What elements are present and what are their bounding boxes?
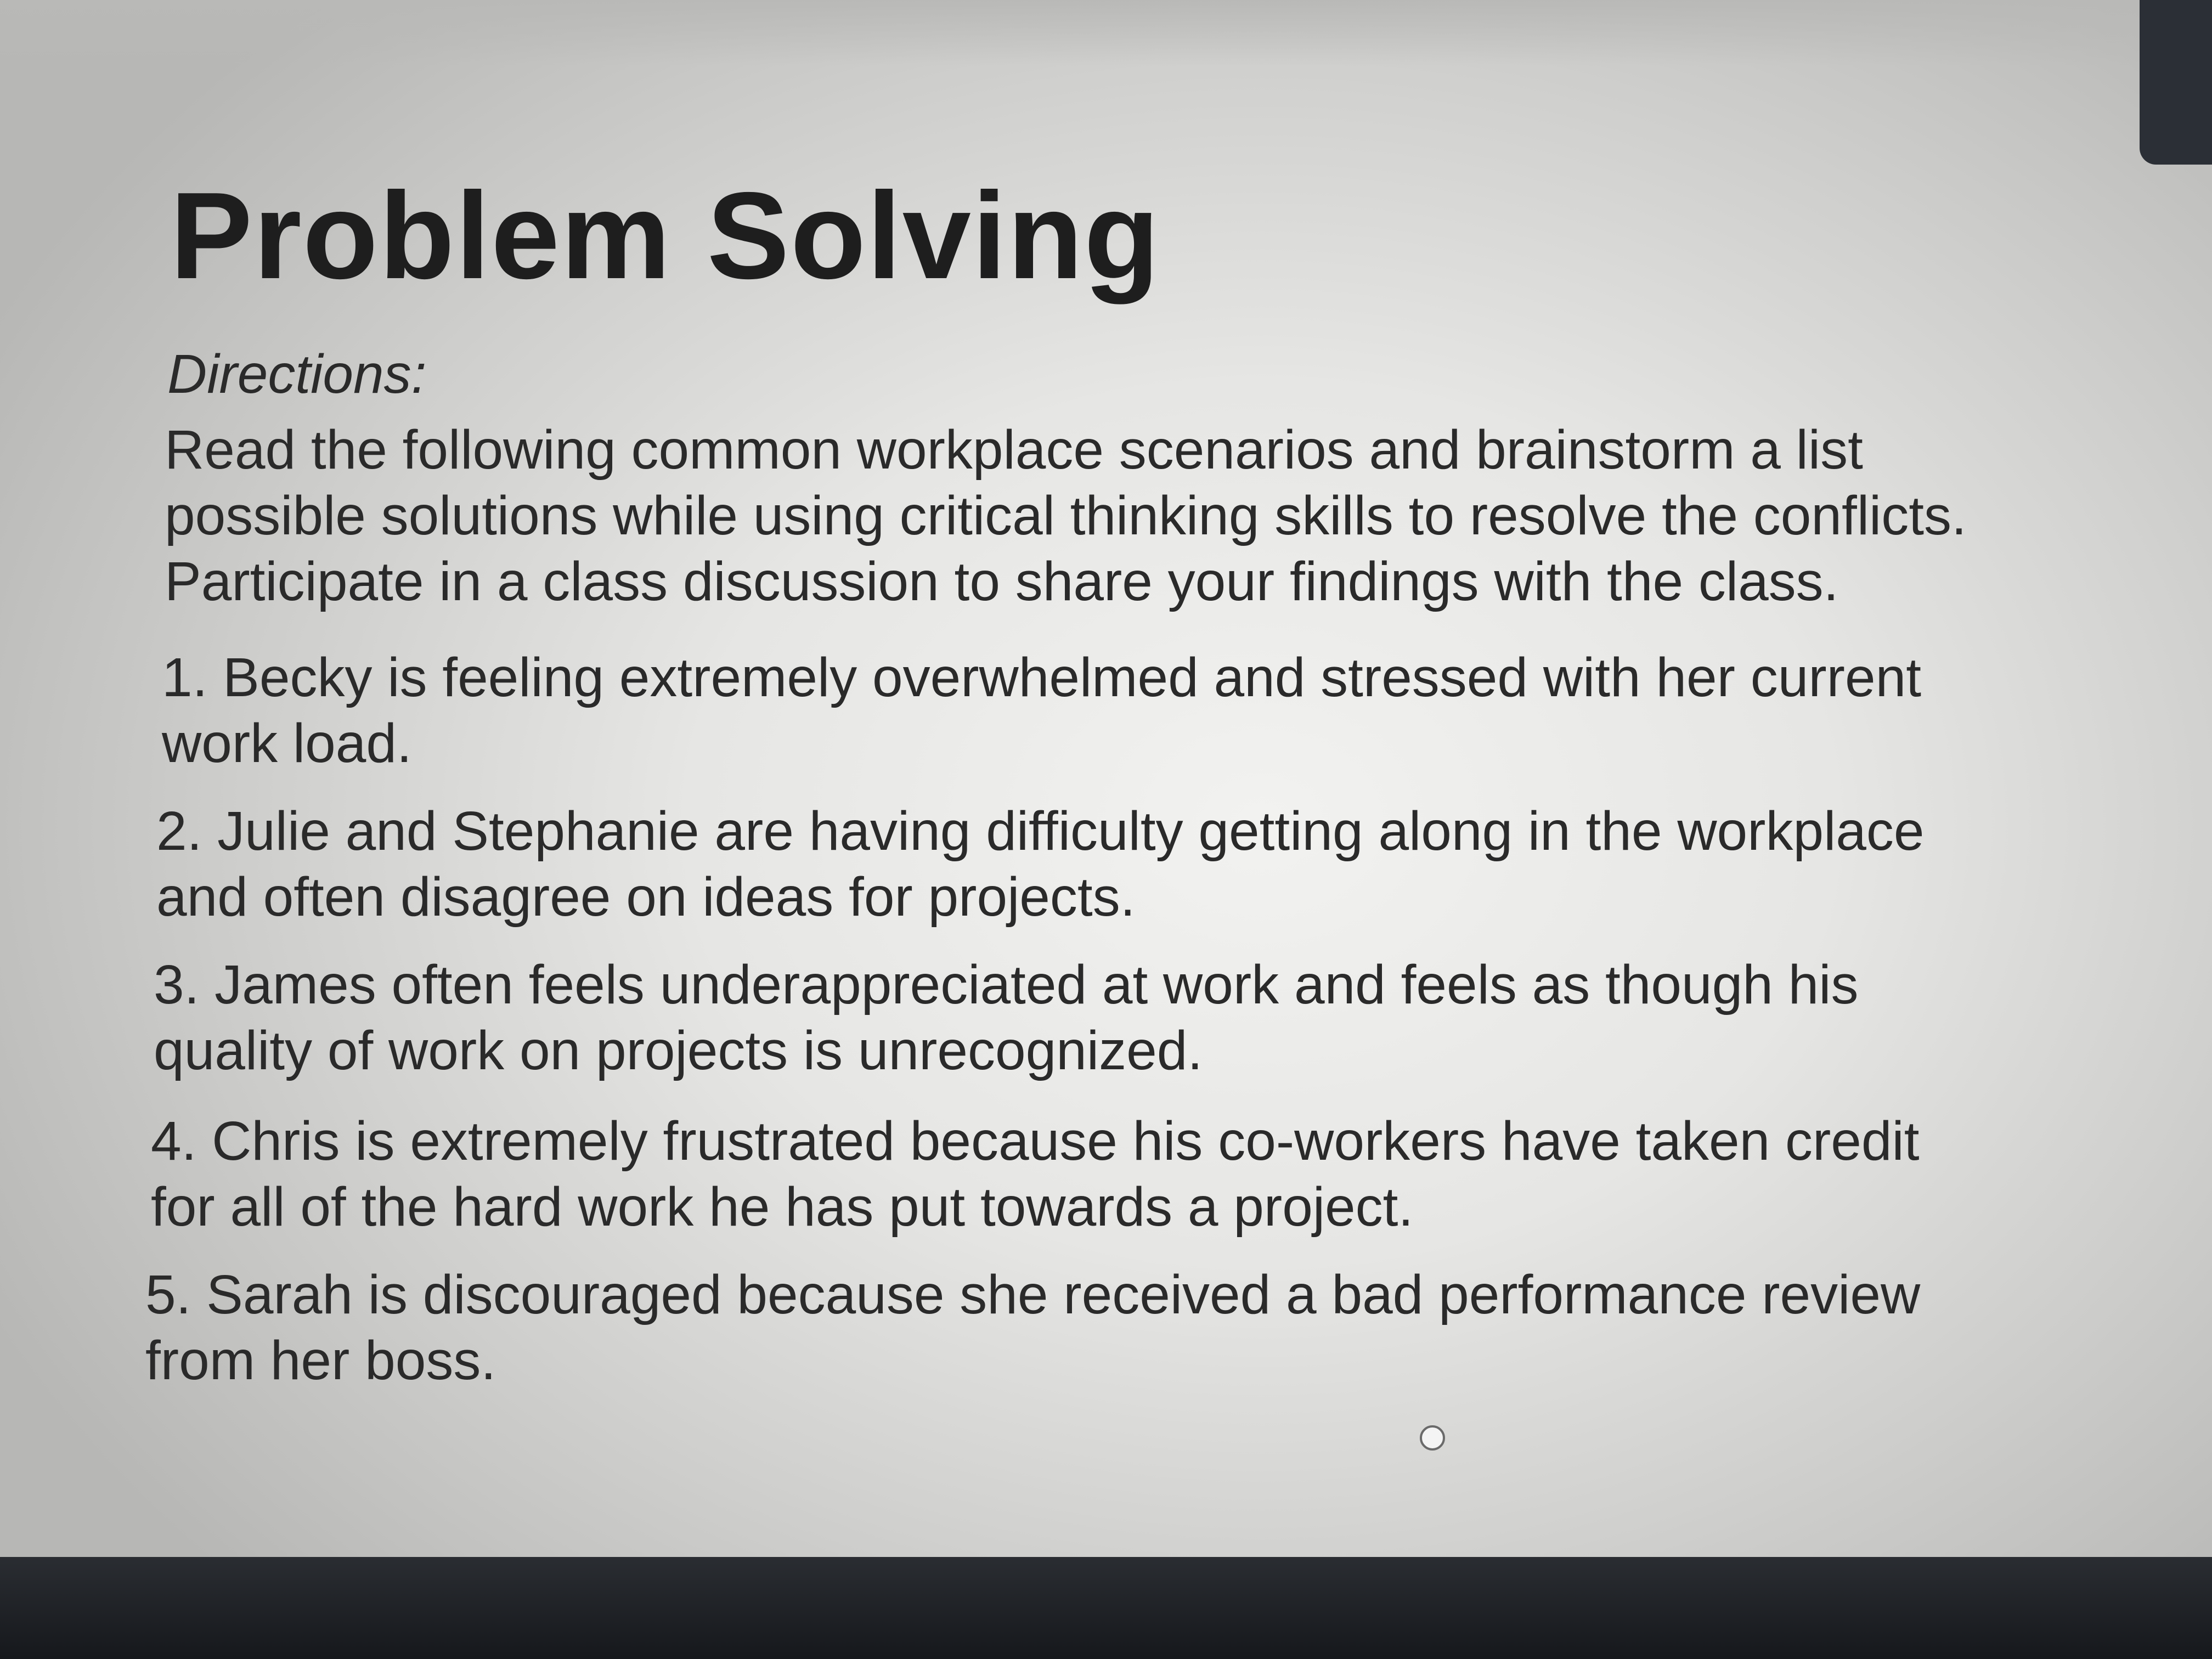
scenario-item-4 — [151, 1108, 1920, 1240]
directions-label: Directions: — [167, 343, 427, 405]
circle-cursor-icon — [1418, 1424, 1447, 1452]
scenario-line: for all of the hard work he has put towards a project. — [151, 1176, 1414, 1238]
slide-title: Problem Solving — [170, 166, 1161, 304]
scenario-item-3 — [154, 952, 1858, 1084]
directions-line: Read the following common workplace scenarios and brainstorm a list — [165, 419, 1863, 481]
scenario-line: from her boss. — [145, 1330, 496, 1391]
scenario-item-1 — [162, 645, 1921, 776]
scenario-item-2 — [156, 798, 1925, 930]
directions-text — [165, 417, 1967, 614]
directions-line: Participate in a class discussion to share your findings with the class. — [165, 551, 1839, 612]
scenario-line: 3. James often feels underappreciated at work and feels as though his — [154, 954, 1859, 1015]
scenario-item-5 — [145, 1262, 1920, 1393]
scenario-line: work load. — [162, 713, 412, 774]
scenario-line: 5. Sarah is discouraged because she received a bad performance review — [145, 1264, 1921, 1325]
scenario-line: 2. Julie and Stephanie are having difficulty getting along in the workplace — [156, 800, 1925, 862]
scenario-line: quality of work on projects is unrecognized. — [154, 1020, 1203, 1081]
bottom-screen-bezel — [0, 1557, 2212, 1659]
scenario-line: and often disagree on ideas for projects. — [156, 866, 1136, 928]
directions-line: possible solutions while using critical thinking skills to resolve the conflicts. — [165, 485, 1967, 546]
scenario-line: 4. Chris is extremely frustrated because his co-workers have taken credit — [151, 1110, 1920, 1172]
scenario-line: 1. Becky is feeling extremely overwhelmed and stressed with her current — [162, 647, 1921, 708]
